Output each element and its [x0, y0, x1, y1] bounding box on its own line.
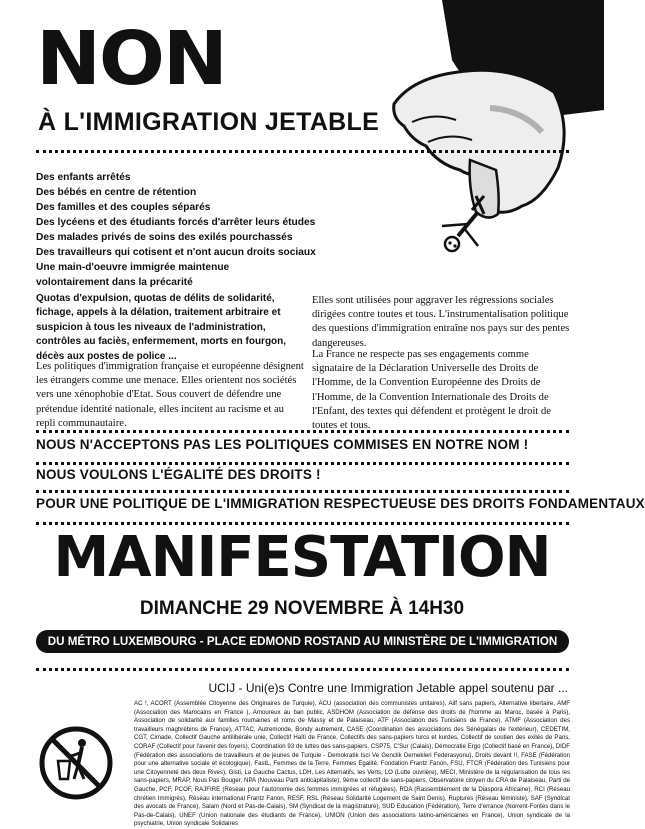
divider: [36, 462, 569, 465]
paragraph-politics: Les politiques d'immigration française et européenne désignent les étrangers comme une menace. Elles orientent nos sociétés vers une xénophobie d'Etat. Sous couvert de défendre une prétendue identité nationale, elles incitent au racisme et au repli communautaire.: [36, 361, 304, 429]
slogan-immigration-policy: POUR UNE POLITIQUE DE L'IMMIGRATION RESPECTUEUSE DES DROITS FONDAMENTAUX: [36, 496, 645, 511]
list-item: volontairement dans la précarité: [36, 277, 193, 288]
list-item: Des enfants arrêtés: [36, 172, 131, 183]
list-item: Des bébés en centre de rétention: [36, 187, 197, 198]
divider: [36, 490, 569, 493]
supporters-list: AC !, ACORT (Assemblée Citoyenne des Originaires de Turquie), ACU (association des communistes unitaires), Ailf sans papiers, Alternative libertaire, AMF (Association des Marocains en France ), Amoureux au ban public, ASDHOM (Association de défense des droits de l'homme au Maroc, basée à Paris), Association de solidarité aux familles roumaines et roms de Massy et de Palaiseau, ATF (Association des Tunisiens de France), ATMF (Association des travailleurs maghrébins de France), ATTAC, Autremonde, Bondy autrement, CASE (Coordination des associations des Sénégalais de l'extérieur), CEDETIM, CGT, Cimade, Collectif Gauche antilibérale unie, Collectif Haïti de France, Collectifs des sans-papiers turcs et kurdes, Collectif de soutien des exilés de Paris, CORAF (Collectif pour l'avenir des foyers), Coordination 93 de luttes des sans-papiers, CSP75, C'Sur (Calais), Démocratie Ergo (Collectif basé en France), DIDF (Fédération des associations de travailleurs et de jeunes de Turquie - Demokratik Isci Ve Genclik Dernekleri Federasyonu), Droits devant !!, FASE (Fédération pour une alternative sociale et écologique), FastL, Femmes de la Terre, Femmes Egalité, Fondation Frantz Fanon, FSU, FTCR (Fédération des Tunisiens pour une Citoyenneté des deux Rives), Gisti, La Gauche Cactus, LDH, Les Alternatifs, les Verts, LO (Lutte ouvrière), MECI, Ministère de la régularisation de tous les sans-papiers, MRAP, Nous Pas Bouger, NPA (Nouveau Parti anticapitaliste), 9ème collectif de sans-papiers, Observatoire citoyen du CRA de Palaiseau, Parti de Gauche, PCF, PCOF, RAJFIRE (Réseau pour l'autonomie des femmes immigrées et réfugiées), RDA (Rassemblement de la Diaspora Africaine), RCI (Réseau chrétien Immigrés), Réseau international Frantz Fanon, RESF, RSL (Réseau Solidarité Logement de Saint Denis), Ruptures (Réseau féministe), SAF (Syndicat des avocats de France), Salam (Nord et Pas-de-Calais), SM (Syndicat de la magistrature), SUD Education (Fédération), Terre d'errance (Norrent-Fontes dans le Pas-de-Calais), UNEF (Union nationale des étudiants de France), UNION (Union des associations latino-américaines en France), Union syndicale de la psychiatrie, Union syndicale Solidaires: [134, 700, 570, 828]
paragraph-regressions: Elles sont utilisées pour aggraver les régressions sociales dirigées contre toutes et tous. L'instrumentalisation politique des questions d'immigration entraîne nos pays sur des pentes dangereuses.: [312, 295, 570, 349]
list-item: Des familles et des couples séparés: [36, 202, 211, 213]
poster-title: NON: [36, 16, 226, 102]
event-title: MANIFESTATION: [53, 525, 551, 590]
divider: [36, 668, 569, 671]
event-route: DU MÉTRO LUXEMBOURG - PLACE EDMOND ROSTAND AU MINISTÈRE DE L'IMMIGRATION: [36, 630, 569, 653]
hand-holding-person-illustration: [372, 0, 604, 290]
divider: [36, 150, 569, 153]
list-item: Une main-d'oeuvre immigrée maintenue: [36, 262, 230, 273]
list-item: Des malades privés de soins des exilés pourchassés: [36, 232, 293, 243]
organizer-line: UCIJ - Uni(e)s Contre une Immigration Jetable appel soutenu par ...: [208, 681, 568, 695]
event-date: DIMANCHE 29 NOVEMBRE À 14H30: [139, 598, 465, 619]
slogan-equality: NOUS VOULONS L'ÉGALITÉ DES DROITS !: [36, 467, 321, 482]
paragraph-quotas: Quotas d'expulsion, quotas de délits de solidarité, fichage, appels à la délation, traitement arbitraire et suspicion à tous les niveaux de l'administration, contrôles au faciès, enfermement, morts en fourgon, décès aux postes de police ...: [36, 293, 287, 362]
poster-subtitle: À L'IMMIGRATION JETABLE: [38, 108, 380, 136]
divider: [36, 430, 569, 433]
list-item: Des lycéens et des étudiants forcés d'arrêter leurs études: [36, 217, 316, 228]
slogan-politics: NOUS N'ACCEPTONS PAS LES POLITIQUES COMMISES EN NOTRE NOM !: [36, 437, 529, 452]
list-item: Des travailleurs qui cotisent et n'ont aucun droits sociaux: [36, 247, 316, 258]
paragraph-engagements: La France ne respecte pas ses engagements comme signataire de la Déclaration Universelle des Droits de l'Homme, de la Convention Européenne des Droits de l'Homme, de la Convention Internationale des Droits de l'Enfant, des textes qui défendent et protègent le droit de toutes et tous.: [312, 349, 552, 432]
grievance-list: [36, 170, 316, 290]
no-littering-sign-icon: [38, 725, 114, 801]
